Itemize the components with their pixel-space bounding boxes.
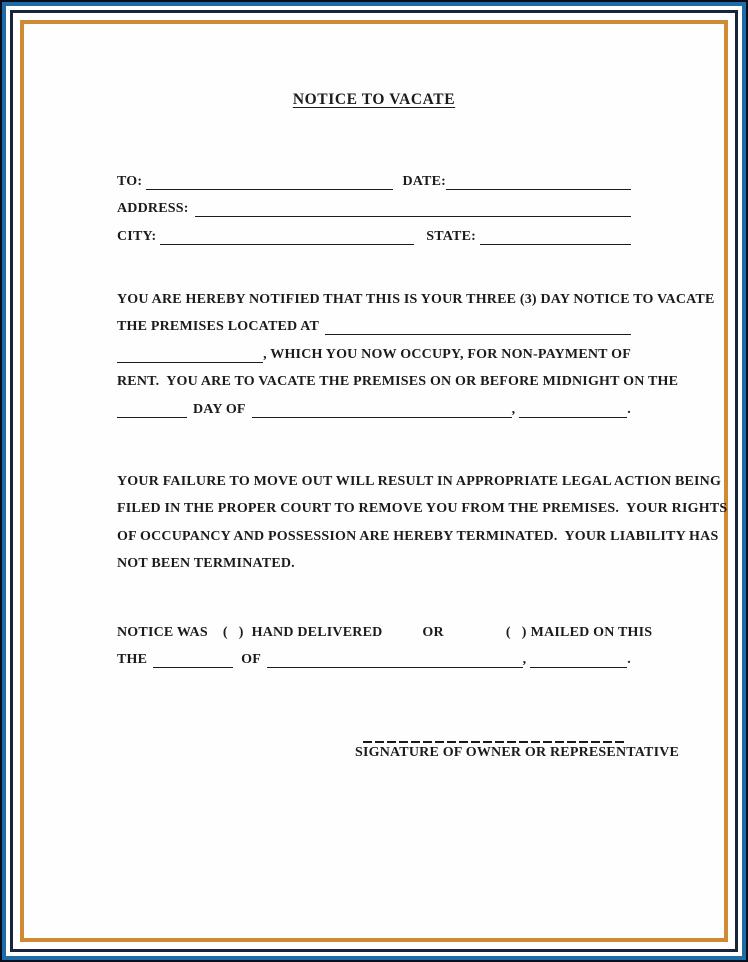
comma-glyph: ,	[522, 652, 527, 667]
mailed-checkbox[interactable]: ( )	[505, 624, 527, 640]
p2-line2-text: FILED IN THE PROPER COURT TO REMOVE YOU FROM THE PREMISES. YOUR RIGHTS	[117, 501, 728, 516]
hand-delivered-checkbox[interactable]: ( )	[222, 624, 244, 640]
comma-glyph: ,	[511, 401, 516, 417]
p1-line5	[117, 390, 631, 418]
state-field[interactable]	[480, 224, 631, 245]
p2-line3-text: OF OCCUPANCY AND POSSESSION ARE HEREBY TERMINATED. YOUR LIABILITY HAS	[117, 528, 719, 544]
hand-delivered-label: HAND DELIVERED	[251, 624, 383, 640]
to-field[interactable]	[146, 169, 393, 190]
legal-action-paragraph	[117, 462, 728, 572]
vacate-day-field[interactable]	[117, 397, 187, 418]
period-glyph: .	[627, 401, 631, 417]
p2-line4-text: NOT BEEN TERMINATED.	[117, 556, 295, 571]
of-label: OF	[241, 652, 262, 667]
date-field[interactable]	[446, 169, 631, 190]
p1-line3-text: , WHICH YOU NOW OCCUPY, FOR NON-PAYMENT OF	[263, 346, 631, 362]
page-title: NOTICE TO VACATE	[292, 91, 456, 108]
p1-line2	[117, 308, 631, 336]
delivery-date-row	[117, 641, 631, 669]
or-label: OR	[422, 624, 444, 640]
premises-address-field-1[interactable]	[325, 314, 631, 335]
date-label: DATE:	[402, 173, 446, 189]
address-field[interactable]	[195, 196, 631, 217]
delivery-month-field[interactable]	[267, 647, 523, 668]
p2-line2	[117, 490, 728, 518]
document-body	[13, 13, 735, 949]
p2-line1	[117, 462, 722, 490]
vacate-year-field[interactable]	[519, 397, 627, 418]
p1-line4	[117, 363, 679, 391]
delivery-day-field[interactable]	[153, 647, 233, 668]
day-of-label: DAY OF	[193, 401, 246, 417]
address-label: ADDRESS:	[117, 201, 189, 216]
vacate-month-field[interactable]	[252, 397, 512, 418]
address-row	[117, 190, 631, 218]
p1-line4-text: RENT. YOU ARE TO VACATE THE PREMISES ON OR BEFORE MIDNIGHT ON THE	[117, 374, 679, 389]
period-glyph: .	[627, 652, 631, 667]
state-label: STATE:	[426, 228, 476, 244]
title-row	[13, 91, 735, 109]
recipient-section	[117, 162, 631, 245]
p1-line3	[117, 335, 631, 363]
p2-line3	[117, 517, 719, 545]
p1-line1-text: YOU ARE HEREBY NOTIFIED THAT THIS IS YOUR THREE (3) DAY NOTICE TO VACATE	[117, 291, 715, 307]
vacate-notice-paragraph	[117, 280, 715, 418]
to-label: TO:	[117, 173, 143, 189]
the-label: THE	[117, 652, 148, 667]
signature-section	[355, 741, 680, 762]
p2-line4	[117, 545, 631, 573]
to-date-row	[117, 162, 631, 190]
notice-was-label: NOTICE WAS	[117, 624, 208, 640]
p1-line2-text: THE PREMISES LOCATED AT	[117, 319, 320, 334]
delivery-year-field[interactable]	[530, 647, 627, 668]
mailed-on-this-label: MAILED ON THIS	[530, 624, 653, 640]
p2-line1-text: YOUR FAILURE TO MOVE OUT WILL RESULT IN APPROPRIATE LEGAL ACTION BEING	[117, 473, 722, 489]
city-label: CITY:	[117, 228, 157, 244]
premises-address-field-2[interactable]	[117, 342, 263, 363]
signature-label: SIGNATURE OF OWNER OR REPRESENTATIVE	[355, 745, 680, 760]
delivery-method-section	[117, 613, 653, 668]
city-state-row	[117, 217, 631, 245]
delivery-method-row	[117, 613, 653, 641]
p1-line1	[117, 280, 715, 308]
city-field[interactable]	[160, 224, 414, 245]
